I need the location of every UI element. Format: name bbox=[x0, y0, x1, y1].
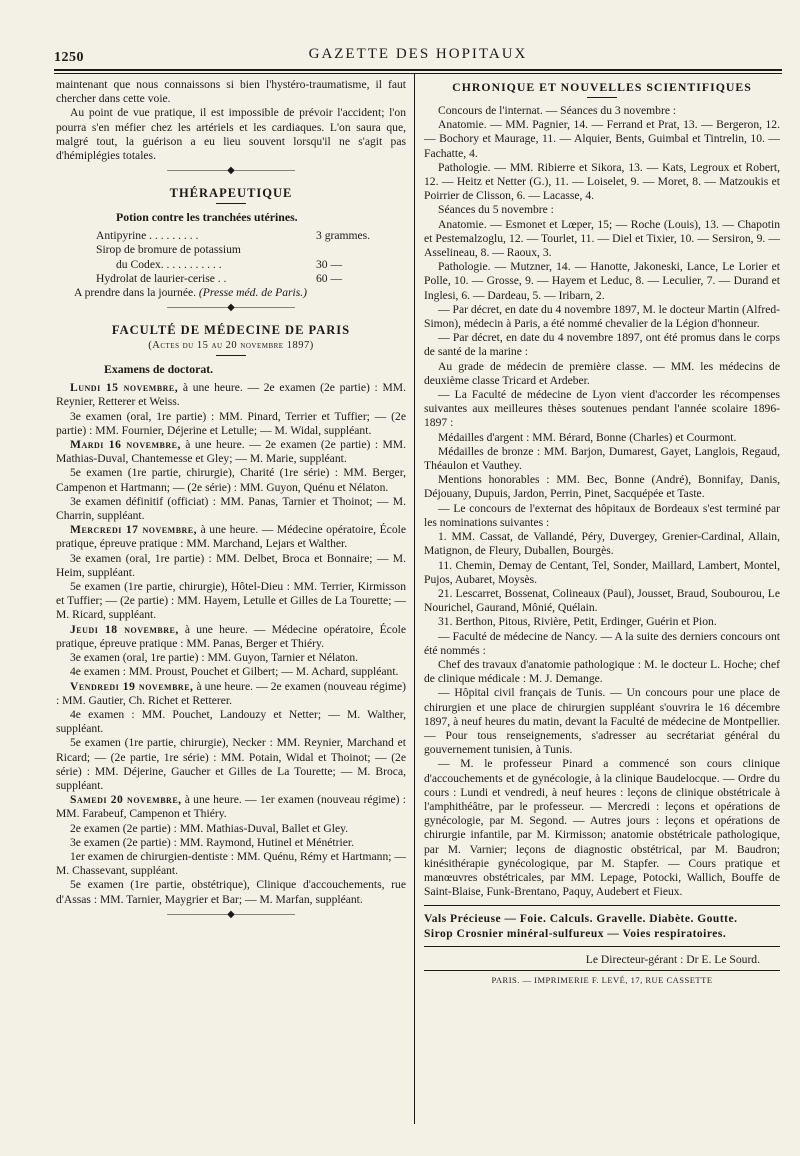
exam-text: 5e examen (1re partie, obstétrique), Clinique d'accouchements, rue d'Assas : MM. Tarnier, Maygrier et Bar; — M. Marfan, suppléant. bbox=[56, 878, 406, 906]
ad-rule bbox=[424, 905, 780, 906]
exam-text: 3e examen (oral, 1re partie) : MM. Pinard, Terrier et Tuffier; — (2e partie) : MM. Fournier, Déjerine et Letulle; — M. Widal, suppléant. bbox=[56, 409, 406, 437]
exam-paragraph bbox=[56, 438, 406, 466]
exam-paragraph bbox=[56, 466, 406, 494]
prescription-line: Antipyrine . . . . . . . . . 3 grammes. bbox=[96, 229, 371, 243]
exam-day: Jeudi 18 novembre, bbox=[70, 622, 179, 636]
exam-day: Samedi 20 novembre, bbox=[70, 793, 182, 807]
ad-sirop: Sirop Crosnier minéral-sulfureux — Voies respiratoires. bbox=[424, 928, 727, 941]
page-number: 1250 bbox=[54, 50, 84, 65]
exam-text: 5e examen (1re partie, chirurgie), Charité (1re série) : MM. Berger, Campenon et Hartmann; — (2e série) : MM. Guyon, Quénu et Nélaton. bbox=[56, 466, 406, 494]
exam-paragraph bbox=[56, 410, 406, 438]
opening-paragraph: maintenant que nous connaissons si bien l'hystéro-traumatisme, il faut chercher dans cette voie. bbox=[56, 78, 406, 106]
faculte-title: FACULTÉ DE MÉDECINE DE PARIS bbox=[111, 323, 351, 338]
exam-paragraph bbox=[56, 495, 406, 523]
exam-day: Mardi 16 novembre, bbox=[70, 438, 181, 452]
opening-paragraph: Au point de vue pratique, il est impossible de prévoir l'accident; l'on pourra s'en méfier chez les artériels et les cardiaques. L'on saura que, malgré tout, la guérison a eu lieu souvent lorsqu'il ne s'agit pas d'hémiplégies totales. bbox=[56, 106, 406, 163]
section-ornament: ——————◆—————— bbox=[167, 908, 295, 920]
chronique-list bbox=[424, 104, 780, 899]
title-rule bbox=[216, 355, 246, 356]
section-ornament: ——————◆—————— bbox=[167, 302, 295, 314]
exam-text: à une heure. — 2e examen (2e partie) : MM. Reynier, Retterer et Weiss. bbox=[56, 381, 406, 409]
chronique-paragraph: 31. Berthon, Pitous, Rivière, Petit, Erdinger, Guérin et Pion. bbox=[438, 615, 717, 629]
chronique-paragraph: 11. Chemin, Demay de Centant, Tel, Sonder, Maillard, Lambert, Montel, Pujos, Aubaret, Moysès. bbox=[424, 558, 780, 586]
chronique-paragraph: 1. MM. Cassat, de Vallandé, Péry, Duvergey, Grenier-Cardinal, Allain, Matignon, de Fleury, Duballen, Bourgès. bbox=[424, 530, 780, 558]
faculte-acts: (Actes du 15 au 20 novembre 1897) bbox=[148, 340, 314, 352]
chronique-paragraph: Chef des travaux d'anatomie pathologique : M. le docteur L. Hoche; chef de clinique médicale : M. J. Demange. bbox=[424, 657, 780, 686]
chronique-paragraph: Mentions honorables : MM. Bec, Bonne (André), Bonnifay, Danis, Déjouany, Dupuis, Jardon, Perrin, Pinet, Sacquépée et Taste. bbox=[424, 473, 780, 501]
chronique-paragraph: Anatomie. — MM. Pagnier, 14. — Ferrand et Prat, 13. — Bergeron, 12. — Bochory et Maurage, 11. — Alquier, Bents, Guimbal et Tintrelin, 10. — Fachatte, 4. bbox=[424, 118, 780, 160]
exam-text: 3e examen définitif (officiat) : MM. Panas, Tarnier et Thoinot; — M. Charrin, suppléant. bbox=[56, 494, 406, 523]
chronique-paragraph: Anatomie. — Esmonet et Lœper, 15; — Roche (Louis), 13. — Chapotin et Pestemalzoglu, 12. — Tourlet, 11. — Diel et Tixier, 10. — Sersiron, 9. — Asselineau, 8. — Raoux, 3. bbox=[424, 217, 780, 260]
prescription-line: Hydrolat de laurier-cerise . . 60 — bbox=[96, 271, 343, 285]
exam-text: 1er examen de chirurgien-dentiste : MM. Quénu, Rémy et Hartmann; — M. Chassevant, suppléant. bbox=[56, 849, 406, 878]
exam-paragraph bbox=[56, 850, 406, 878]
chronique-paragraph: Médailles de bronze : MM. Barjon, Dumarest, Gayet, Langlois, Regaud, Théaulon et Vauthey. bbox=[424, 444, 780, 473]
exam-text: 3e examen (oral, 1re partie) : MM. Delbet, Broca et Bonnaire; — M. Heim, suppléant. bbox=[56, 551, 406, 579]
chronique-paragraph: Pathologie. — MM. Ribierre et Sikora, 13. — Kats, Legroux et Robert, 12. — Heitz et Netter (G.), 11. — Loiselet, 9. — Moret, 8. — Matzoukis et Poirrier de Clisson, 6. — Lacasse, 4. bbox=[424, 160, 780, 203]
exam-paragraph bbox=[56, 381, 406, 409]
exam-paragraph bbox=[56, 836, 406, 850]
chronique-paragraph: — Faculté de médecine de Nancy. — A la suite des derniers concours ont été nommés : bbox=[424, 629, 780, 657]
page-header bbox=[54, 46, 782, 68]
ad-vals: Vals Précieuse — Foie. Calculs. Gravelle. Diabète. Goutte. bbox=[424, 913, 738, 926]
exam-paragraph bbox=[56, 623, 406, 651]
exam-text: 3e examen (2e partie) : MM. Raymond, Hutinel et Ménétrier. bbox=[70, 835, 354, 849]
exam-list bbox=[56, 381, 406, 907]
exam-text: 5e examen (1re partie, chirurgie), Hôtel-Dieu : MM. Terrier, Kirmisson et Tuffier; — (2e partie) : MM. Hayem, Letulle et Gilles de La Tourette; — M. Ricard, suppléant. bbox=[56, 580, 406, 622]
header-rule-thin bbox=[54, 73, 782, 74]
chronique-title: CHRONIQUE ET NOUVELLES SCIENTIFIQUES bbox=[452, 80, 752, 94]
column-divider bbox=[414, 74, 415, 1124]
prescription-line: Sirop de bromure de potassium bbox=[96, 243, 241, 257]
exam-paragraph bbox=[56, 680, 406, 708]
directeur-gerant: Le Directeur-gérant : Dr E. Le Sourd. bbox=[585, 953, 760, 967]
exam-paragraph bbox=[56, 552, 406, 580]
chronique-paragraph: — Par décret, en date du 4 novembre 1897, ont été promus dans le corps de santé de la marine : bbox=[424, 331, 780, 359]
prescription bbox=[96, 229, 406, 286]
exam-paragraph bbox=[56, 736, 406, 793]
exam-day: Mercredi 17 novembre, bbox=[70, 523, 198, 537]
header-rule bbox=[54, 69, 782, 71]
chronique-paragraph: — La Faculté de médecine de Lyon vient d'accorder les récompenses suivantes aux meilleures thèses soutenues pendant l'année scolaire 1896-1897 : bbox=[424, 388, 780, 430]
exam-paragraph bbox=[56, 793, 406, 821]
exam-day: Vendredi 19 novembre, bbox=[70, 679, 194, 693]
section-ornament: ——————◆—————— bbox=[167, 165, 295, 177]
exam-text: 2e examen (2e partie) : MM. Mathias-Duval, Ballet et Gley. bbox=[70, 821, 349, 835]
left-column bbox=[56, 78, 406, 923]
exam-text: 4e examen : MM. Pouchet, Landouzy et Netter; — M. Walther, suppléant. bbox=[56, 707, 406, 736]
exam-paragraph bbox=[56, 822, 406, 836]
therapeutique-subtitle: Potion contre les tranchées utérines. bbox=[116, 210, 298, 225]
title-rule bbox=[216, 203, 246, 204]
exam-text: à une heure. — 2e examen (nouveau régime) : MM. Gautier, Ch. Richet et Retterer. bbox=[56, 679, 406, 707]
exam-paragraph bbox=[56, 708, 406, 736]
therapeutique-title: THÉRAPEUTIQUE bbox=[169, 186, 293, 201]
chronique-paragraph: — M. le professeur Pinard a commencé son cours clinique d'accouchements et de gynécologie, à la clinique Baudelocque. — Ordre du cours : Lundi et vendredi, à neuf heures : leçons de clinique obstétricale à l'amphithéâtre, par le professeur. — Mercredi : leçons et opérations de gynécologie, par M. Segond. — Autres jours : leçons et opérations de chirurgie infantile, par M. Kirmisson; anatomie obstétricale pathologique, par M. Varnier; leçons de diagnostic obstétrical, par M. Baudron; kinésithérapie gynécologique, par M. Stapfer. — Cours pratique et manœuvres obstétricales, par MM. Lepage, Potocki, Wallich, Bouffe de Saint-Blaise, Funk-Brentano, Paquy, Audebert et Fieux. bbox=[424, 757, 780, 899]
exam-paragraph bbox=[56, 651, 406, 665]
exam-text: à une heure. — 1er examen (nouveau régime) : MM. Farabeuf, Campenon et Thiéry. bbox=[56, 793, 406, 821]
imprimerie: PARIS. — IMPRIMERIE F. LEVÉ, 17, RUE CASSETTE bbox=[491, 975, 713, 986]
prescription-instruction: A prendre dans la journée. (Presse méd. de Paris.) bbox=[74, 286, 307, 300]
chronique-paragraph: Pathologie. — Mutzner, 14. — Hanotte, Jakoneski, Lance, Le Lorier et Polle, 10. — Grosse, 9. — Hayem et Leduc, 8. — Leculier, 7. — Durand et Inglesi, 6. — Dardeau, 5. — Iribarn, 2. bbox=[424, 260, 780, 302]
chronique-paragraph: 21. Lescarret, Bossenat, Colineaux (Paul), Jousset, Braud, Soubourou, Le Nourichel, Gaurand, Mônié, Quélain. bbox=[424, 586, 780, 615]
gerant-rule bbox=[424, 970, 780, 971]
exam-text: à une heure. — Médecine opératoire, École pratique, épreuve pratique : MM. Marchand, Lejars et Walther. bbox=[56, 523, 406, 551]
exam-paragraph bbox=[56, 580, 406, 623]
advertisement bbox=[424, 912, 780, 942]
exam-text: 4e examen : MM. Proust, Pouchet et Gilbert; — M. Achard, suppléant. bbox=[70, 665, 399, 679]
exam-day: Lundi 15 novembre, bbox=[70, 381, 179, 395]
chronique-paragraph: Médailles d'argent : MM. Bérard, Bonne (Charles) et Courmont. bbox=[438, 430, 737, 444]
exam-paragraph bbox=[56, 878, 406, 906]
right-column bbox=[424, 78, 780, 985]
chronique-paragraph: Au grade de médecin de première classe. — MM. les médecins de deuxième classe Tricard et Ardeber. bbox=[424, 359, 780, 387]
exams-title: Examens de doctorat. bbox=[104, 362, 214, 377]
chronique-paragraph: — Hôpital civil français de Tunis. — Un concours pour une place de chirurgien et une place de chirurgien suppléant s'ouvrira le 16 décembre 1897, à neuf heures du matin, devant la Faculté de médecine de Montpellier. — Pour tous renseignements, s'adresser au secrétariat général du gouvernement tunisien, à Tunis. bbox=[424, 686, 780, 757]
prescription-line: du Codex. . . . . . . . . . . 30 — bbox=[116, 257, 343, 271]
exam-text: à une heure. — 2e examen (2e partie) : MM. Mathias-Duval, Chantemesse et Gley; — M. Marie, suppléant. bbox=[56, 438, 406, 466]
exam-paragraph bbox=[56, 523, 406, 551]
exam-text: 3e examen (oral, 1re partie) : MM. Guyon, Tarnier et Nélaton. bbox=[70, 651, 359, 665]
ad-rule bbox=[424, 946, 780, 947]
chronique-paragraph: — Le concours de l'externat des hôpitaux de Bordeaux s'est terminé par les nominations suivantes : bbox=[424, 501, 780, 529]
exam-text: 5e examen (1re partie, chirurgie), Necker : MM. Reynier, Marchand et Ricard; — (2e partie, 1re série) : MM. Potain, Widal et Thoinot; — (2e série) : MM. Déjerine, Gaucher et Gilles de La Tourette; — M. Broca, suppléant. bbox=[56, 736, 406, 792]
exam-text: à une heure. — Médecine opératoire, École pratique, épreuve pratique : MM. Panas, Berger et Thiéry. bbox=[56, 622, 406, 650]
chronique-paragraph: Séances du 5 novembre : bbox=[438, 203, 554, 217]
chronique-paragraph: — Par décret, en date du 4 novembre 1897, M. le docteur Martin (Alfred-Simon), médecin à Paris, a été nommé chevalier de la Légion d'honneur. bbox=[424, 302, 780, 331]
exam-paragraph bbox=[56, 665, 406, 679]
chronique-paragraph: Concours de l'internat. — Séances du 3 novembre : bbox=[438, 104, 677, 117]
journal-title: GAZETTE DES HOPITAUX bbox=[308, 46, 528, 62]
title-rule bbox=[587, 97, 617, 98]
